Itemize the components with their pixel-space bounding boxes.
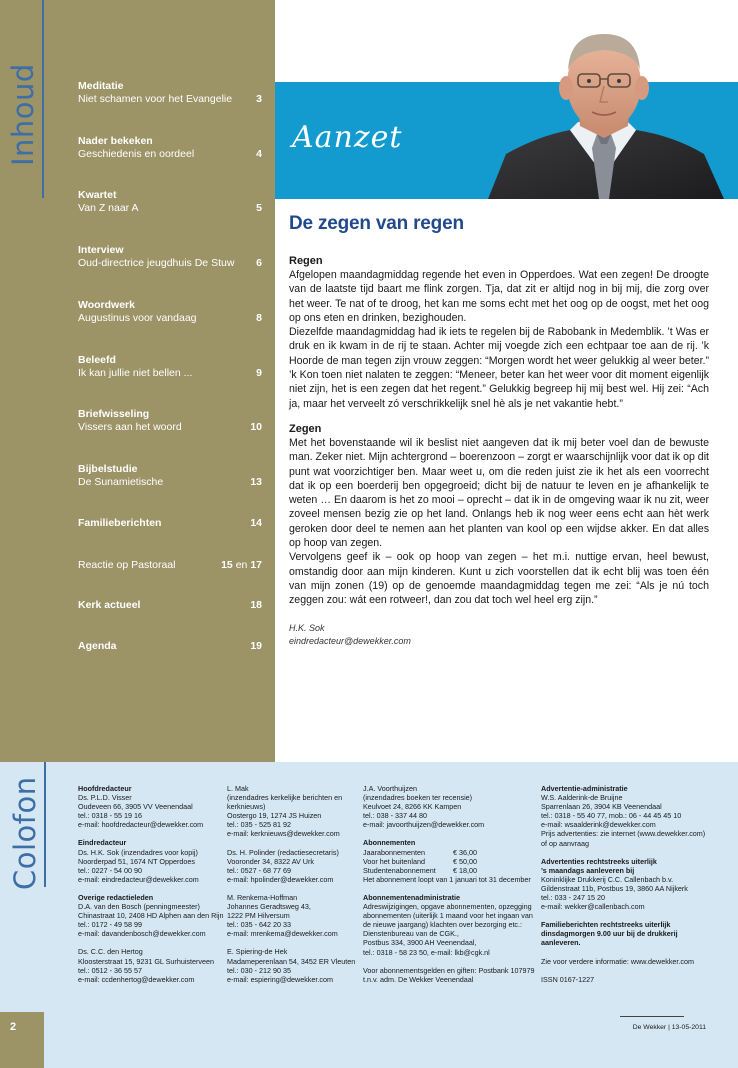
article-body	[289, 254, 709, 648]
direct-ads-block	[541, 857, 717, 912]
subscription-row	[363, 866, 535, 875]
page-join-word: en	[235, 559, 248, 571]
toc-item[interactable]	[78, 559, 262, 589]
toc-item[interactable]	[78, 463, 262, 493]
colofon-line: of op aanvraag	[541, 838, 589, 848]
colofon-line: L. Mak	[227, 784, 249, 793]
admin-block	[363, 893, 535, 957]
colofon-column-4	[541, 784, 717, 984]
colofon-line: kerknieuws)	[227, 802, 266, 812]
colofon-line: Voor abonnementsgelden en giften: Postbank 107979	[363, 965, 535, 975]
subscriptions-heading: Abonnementen	[363, 838, 416, 848]
subscription-row	[363, 848, 535, 857]
colofon-line: tel.: 0512 - 36 55 57	[78, 965, 142, 975]
colofon-line: W.S. Aalderink-de Bruijne	[541, 793, 623, 803]
colofon-line: (inzendadres boeken ter recensie)	[363, 793, 473, 803]
toc-page-number	[256, 367, 262, 380]
page-number-value: 4	[256, 148, 262, 160]
subscriptions-note: Het abonnement loopt van 1 januari tot 31 december	[363, 874, 531, 884]
toc-item-heading: Bijbelstudie	[78, 463, 138, 475]
colofon-line: e-mail: hpolinder@dewekker.com	[227, 874, 334, 884]
colofon-contact-block	[78, 893, 224, 938]
page-number-value: 13	[250, 476, 262, 488]
colofon-line: Johannes Geradtsweg 43,	[227, 902, 311, 912]
admin-heading: Abonnementenadministratie	[363, 892, 461, 902]
toc-item[interactable]	[78, 80, 262, 110]
toc-item-subtitle: Reactie op Pastoraal	[78, 559, 176, 571]
family-notices-block	[541, 920, 717, 947]
colofon-line: Madameperenlaan 54, 3452 ER Vleuten	[227, 956, 356, 966]
toc-item-heading: Beleefd	[78, 354, 116, 366]
colofon-line: de nieuwe jaargang) klachten over bezorging etc.:	[363, 920, 523, 930]
colofon-line: e-mail: davandenbosch@dewekker.com	[78, 929, 206, 939]
colofon-contact-block	[78, 947, 224, 983]
colofon-line: abonnementen (uiterlijk 1 maand voor het ingaan van	[363, 911, 533, 921]
toc-page-number	[250, 476, 262, 489]
colofon-column-2	[227, 784, 361, 993]
toc-title: Inhoud	[6, 63, 40, 166]
paragraph: Met het bovenstaande wil ik beslist niet aangeven dat ik mij beter voel dan de bewuste man. Zeker niet. Mijn achtergrond – boerenzoon – zorgt er waarschijnlijk voor dat ik op dit punt wat voorzichtiger ben. Maar weet u, om die reden juist zie ik het als een voorrecht dat ik op een boerderij ben opgegroeid; dicht bij de natuur te leven en je afhankelijk te weten … En daarom is het zo mooi – oprecht – dat ik in de omgeving waar ik nu zit, weer zoveel mensen bezig zie op het land. Onlangs heb ik nog weer eens echt aan hèt werk geroken door deel te nemen aan het planten van kool op een wijdse akker. En dat alles op hoop van zegen.	[289, 436, 709, 550]
paragraph: Vervolgens geef ik – ook op hoop van zegen – het m.i. nuttige ervan, heel bewust, omstandig door aan mijn kinderen. Kunt u zich voorstellen dat ik echt blij was toen één van mijn zonen (19) op de genoemde maandagmiddag tegen me zei: “Als je nú toch zeggen zou: wát een rotweer!, dan zou dat toch wel heel erg zijn.”	[289, 551, 709, 607]
colofon-line: e-mail: wsaalderink@dewekker.com	[541, 820, 656, 830]
toc-item-heading: Meditatie	[78, 80, 124, 92]
colofon-line: tel.: 030 - 212 90 35	[227, 965, 291, 975]
toc-page-number	[250, 599, 262, 612]
toc-item-heading: Familieberichten	[78, 517, 162, 529]
author-email[interactable]: eindredacteur@dewekker.com	[289, 635, 411, 646]
subscription-type: Jaarabonnementen	[363, 847, 425, 857]
colofon-line: tel.: 0172 - 49 58 99	[78, 920, 142, 930]
toc-item-subtitle: Van Z naar A	[78, 202, 139, 214]
colofon-line: E. Spiering-de Hek	[227, 947, 288, 957]
colofon-line: Ds. H. Polinder (redactiesecretaris)	[227, 847, 339, 857]
toc-item-heading: Agenda	[78, 640, 117, 652]
colofon-column-1	[78, 784, 224, 993]
colofon-line: e-mail: mrenkema@dewekker.com	[227, 929, 338, 939]
colofon-line: Noorderpad 51, 1674 NT Opperdoes	[78, 856, 195, 866]
page-number-value: 10	[250, 421, 262, 433]
toc-item-heading: Kwartet	[78, 189, 117, 201]
colofon-line: Hoofdredacteur	[78, 784, 132, 793]
toc-page-number	[250, 640, 262, 653]
colofon-contact-block	[227, 848, 361, 884]
colofon-line: 1222 PM Hilversum	[227, 911, 290, 921]
family-notices-heading: Familieberichten rechtstreeks uiterlijk	[541, 920, 671, 930]
colofon-line: J.A. Voorthuijzen	[363, 784, 417, 793]
colofon-line: e-mail: wekker@callenbach.com	[541, 902, 645, 912]
subscription-price: € 50,00	[453, 856, 477, 866]
toc-item-heading: Woordwerk	[78, 299, 135, 311]
colofon-line: Adreswijzigingen, opgave abonnementen, opzegging	[363, 902, 532, 912]
colofon-line: Keulvoet 24, 8266 KK Kampen	[363, 802, 462, 812]
page-number-value: 9	[256, 367, 262, 379]
toc-item[interactable]	[78, 599, 262, 629]
page-number-value: 3	[256, 93, 262, 105]
page-number-value: 6	[256, 257, 262, 269]
toc-page-number	[221, 559, 262, 572]
colofon-contact-block	[227, 784, 361, 839]
toc-item-subtitle: Ik kan jullie niet bellen ...	[78, 367, 193, 379]
colofon-line: Postbus 334, 3900 AH Veenendaal,	[363, 938, 477, 948]
toc-item-heading: Nader bekeken	[78, 135, 153, 147]
toc-item[interactable]	[78, 299, 262, 329]
colofon-line: D.A. van den Bosch (penningmeester)	[78, 902, 200, 912]
toc-item[interactable]	[78, 189, 262, 219]
family-notices-heading: dinsdagmorgen 9.00 uur bij de drukkerij	[541, 929, 678, 939]
subscriptions-block	[363, 838, 535, 883]
subscription-type: Voor het buitenland	[363, 856, 425, 866]
subscription-price: € 18,00	[453, 865, 477, 875]
toc-item-subtitle: Geschiedenis en oordeel	[78, 148, 195, 160]
colofon-line: e-mail: ccdenhertog@dewekker.com	[78, 974, 195, 984]
colofon-line: e-mail: espiering@dewekker.com	[227, 974, 333, 984]
toc-sidebar	[0, 0, 275, 762]
colofon-line: Kloosterstraat 15, 9231 GL Surhuisterveen	[78, 956, 214, 966]
colofon-line: tel.: 0527 - 68 77 69	[227, 865, 291, 875]
page-number-value: 19	[250, 640, 262, 652]
colofon-title-rule	[44, 762, 46, 887]
toc-item-heading: Interview	[78, 244, 124, 256]
article-title: De zegen van regen	[289, 213, 464, 234]
colofon-contact-block	[78, 838, 224, 883]
section-heading: Regen	[289, 255, 323, 267]
colofon-line: tel.: 0318 - 55 40 77, mob.: 06 - 44 45 45 10	[541, 811, 682, 821]
colofon-line: Dienstenbureau van de CGK.,	[363, 929, 459, 939]
footer-divider	[620, 1016, 684, 1017]
colofon-line: tel.: 0227 - 54 00 90	[78, 865, 142, 875]
section-title: Aanzet	[292, 120, 403, 155]
toc-item-subtitle: Vissers aan het woord	[78, 421, 182, 433]
colofon-line: Ds. H.K. Sok (inzendadres voor kopij)	[78, 847, 198, 857]
colofon-line: Koninklijke Drukkerij C.C. Callenbach b.v.	[541, 874, 674, 884]
colofon-line: (inzendadres kerkelijke berichten en	[227, 793, 343, 803]
colofon-contact-block	[227, 947, 361, 983]
page-number-value: 15	[221, 559, 233, 571]
colofon-line: M. Renkema-Hoffman	[227, 892, 298, 902]
toc-page-number	[256, 93, 262, 106]
colofon-line: Eindredacteur	[78, 838, 127, 848]
colofon-column-3	[363, 784, 535, 993]
issue-label: De Wekker | 13-05-2011	[632, 1024, 706, 1031]
colofon-line: Chinastraat 10, 2408 HD Alphen aan den Rijn	[78, 911, 224, 921]
author-name: H.K. Sok	[289, 622, 325, 633]
colofon-line: tel.: 035 - 642 20 33	[227, 920, 291, 930]
colofon-contact-block	[78, 784, 224, 829]
colofon-contact-block	[227, 893, 361, 938]
colofon-line: e-mail: kerknieuws@dewekker.com	[227, 829, 340, 839]
page-number-value: 5	[256, 202, 262, 214]
toc-page-number	[256, 257, 262, 270]
paragraph: Diezelfde maandagmiddag had ik iets te regelen bij de Rabobank in Medemblik. ’t Was er druk en ik kwam in de rij te staan. Achter mij voegde zich een echtpaar toe aan de rij. ’k Hoorde de man tegen zijn vrouw zeggen: “Morgen wordt het weer gelukkig al weer beter.” ’k Kon toen niet nalaten te zeggen: “Meneer, beter kan het weer voor dit moment eigenlijk niet zijn, het is een zegen dat het regent.” Gelukkig begreep hij mij best wel. Hij zei: “Ach ja, maar het verveelt zó verschrikkelijk snel hè als je net vakantie hebt.”	[289, 326, 709, 410]
toc-item-subtitle: Oud-directrice jeugdhuis De Stuw	[78, 257, 235, 269]
colofon-line: Ds. C.C. den Hertog	[78, 947, 143, 957]
issn: ISSN 0167-1227	[541, 974, 595, 984]
toc-page-number	[256, 202, 262, 215]
subscription-row	[363, 857, 535, 866]
section-heading: Zegen	[289, 422, 322, 435]
colofon-line: Ds. P.L.D. Visser	[78, 793, 132, 803]
colofon-line: e-mail: hoofdredacteur@dewekker.com	[78, 820, 204, 830]
subscription-price: € 36,00	[453, 847, 477, 857]
toc-item-subtitle: De Sunamietische	[78, 476, 164, 488]
colofon-line: Prijs advertenties: zie internet (www.dewekker.com)	[541, 829, 706, 839]
toc-page-number	[256, 148, 262, 161]
colofon-line: e-mail: eindredacteur@dewekker.com	[78, 874, 199, 884]
colofon-line: tel.: 033 - 247 15 20	[541, 893, 605, 903]
direct-ads-heading: Advertenties rechtstreeks uiterlijk	[541, 856, 657, 866]
toc-item-heading: Briefwisseling	[78, 408, 150, 420]
colofon-line: tel.: 035 - 525 81 92	[227, 820, 291, 830]
colofon-line: e-mail: javoorthuijzen@dewekker.com	[363, 820, 485, 830]
toc-item-heading: Kerk actueel	[78, 599, 141, 611]
page-number-value: 8	[256, 312, 262, 324]
toc-page-number	[250, 421, 262, 434]
signature	[289, 622, 709, 648]
toc-item[interactable]	[78, 408, 262, 438]
advertising-block	[541, 784, 717, 848]
toc-page-number	[250, 517, 262, 530]
colofon-line: tel.: 0318 - 55 19 16	[78, 811, 142, 821]
colofon-line: Gildenstraat 11b, Postbus 19, 3860 AA Nijkerk	[541, 883, 688, 893]
colofon-line: Oudeveen 66, 3905 VV Veenendaal	[78, 802, 193, 812]
subscription-type: Studentenabonnement	[363, 865, 436, 875]
portrait-photo	[478, 26, 730, 199]
colofon-line: Overige redactieleden	[78, 892, 154, 902]
more-info: Zie voor verdere informatie: www.dewekker.com	[541, 956, 694, 966]
toc-item[interactable]	[78, 640, 262, 670]
toc-item-subtitle: Niet schamen voor het Evangelie	[78, 93, 233, 105]
direct-ads-heading: ’s maandags aanleveren bij	[541, 865, 635, 875]
toc-page-number	[256, 312, 262, 325]
toc-item[interactable]	[78, 135, 262, 165]
colofon-line: tel.: 038 - 337 44 80	[363, 811, 427, 821]
toc-item[interactable]	[78, 244, 262, 274]
colofon-line: t.n.v. adm. De Wekker Veenendaal	[363, 974, 474, 984]
toc-item[interactable]	[78, 354, 262, 384]
colofon-line: tel.: 0318 - 58 23 50, e-mail: lkb@cgk.nl	[363, 947, 490, 957]
contact-block	[363, 784, 535, 829]
paragraph: Afgelopen maandagmiddag regende het even in Opperdoes. Wat een zegen! De droogte van de laatste tijd baart me flink zorgen. Tja, dat zit er altijd nog in bij mij, die zorg over het weer. Te nat of te droog, het kan me soms echt met het oog op de oogst, met het oog op ons eten en drinken, bezighouden.	[289, 269, 709, 324]
toc-item[interactable]	[78, 517, 262, 547]
page-number-value: 17	[250, 559, 262, 571]
page-number-value: 18	[250, 599, 262, 611]
colofon-title: Colofon	[8, 776, 42, 890]
advertising-heading: Advertentie-administratie	[541, 784, 628, 793]
colofon-line: Vooronder 34, 8322 AV Urk	[227, 856, 314, 866]
colofon-line: Sparrenlaan 26, 3904 KB Veenendaal	[541, 802, 662, 812]
family-notices-heading: aanleveren.	[541, 938, 581, 948]
toc-item-subtitle: Augustinus voor vandaag	[78, 312, 197, 324]
colofon-line: Oostergo 19, 1274 JS Huizen	[227, 811, 322, 821]
page-number: 2	[0, 1012, 44, 1068]
gifts-block	[363, 966, 535, 984]
page-number-value: 14	[250, 517, 262, 529]
